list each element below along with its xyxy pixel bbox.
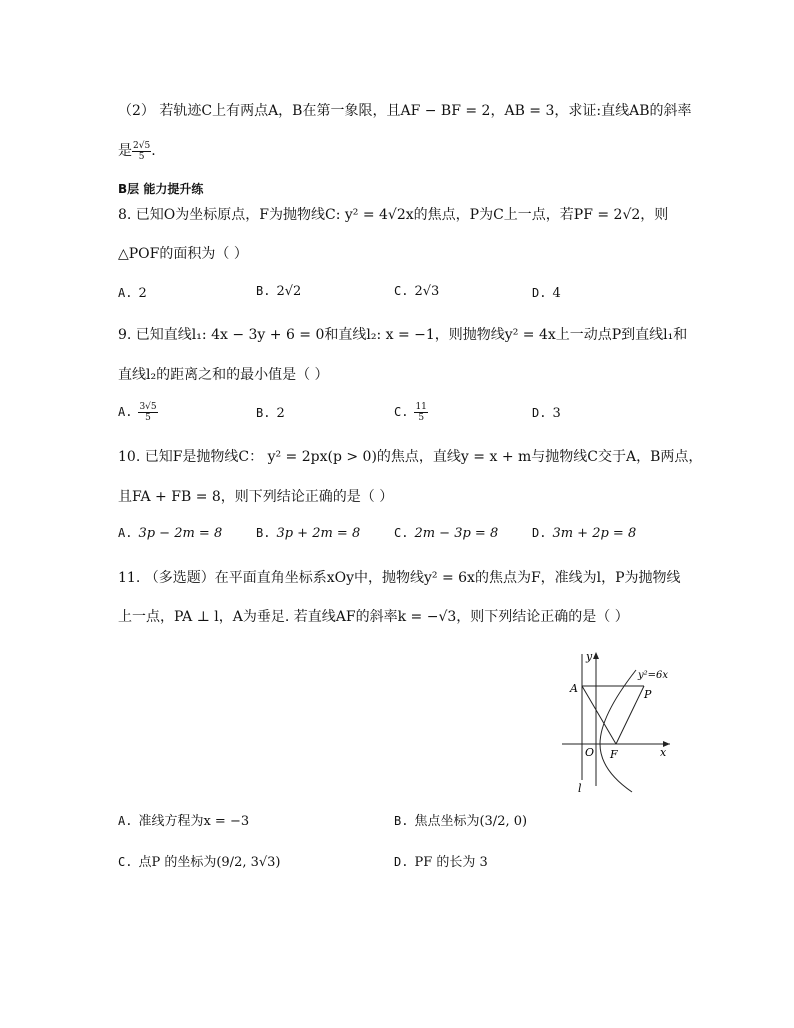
q9-option-d-letter: D. [532,406,547,420]
q8-option-c [394,284,439,299]
q9-option-c-fraction [414,402,427,423]
q9-option-b-letter: B. [256,406,271,420]
q11-option-d-letter: D. [394,855,409,869]
y-axis-arrow [593,652,599,659]
part2-line2-prefix: 是 [118,143,132,159]
q8-option-a-text: 2 [138,286,147,301]
slope-fraction [132,141,151,162]
q10-option-b [256,526,360,541]
q9-option-a-letter: A. [118,405,133,419]
parabola-curve [600,670,636,792]
q9-option-b-text: 2 [276,406,285,421]
q8-option-c-letter: C. [394,284,409,298]
q11-option-c-prefix: 点P 的坐标为 [138,855,217,870]
q8-option-c-text: 2√3 [414,284,440,299]
q11-option-b [394,810,527,829]
q9-option-a-fraction [138,402,157,423]
directrix-label: l [578,782,582,794]
q10-line2: 且FA + FB = 8，则下列结论正确的是（ ） [118,489,394,505]
segment-af [582,686,616,744]
q8-option-b [256,284,301,299]
q11-line1: 11. （多选题）在平面直角坐标系xOy中，抛物线y² = 6x的焦点为F，准线为l，P为抛物线 [118,570,681,586]
segment-pf [616,686,644,744]
q11-option-a [118,810,249,829]
parabola-figure [558,646,686,794]
q10-option-c-text: 2m − 3p = 8 [414,526,499,541]
q10-option-b-letter: B. [256,526,271,540]
q11-option-b-letter: B. [394,814,409,828]
q11-option-a-text: 准线方程为x = −3 [138,814,250,829]
q10-option-a [118,526,222,541]
q10-option-d-text: 3m + 2p = 8 [552,526,637,541]
q8-option-b-text: 2√2 [276,284,302,299]
q11-option-a-letter: A. [118,814,133,828]
q10-option-d-letter: D. [532,526,547,540]
q8-option-b-letter: B. [256,284,271,298]
q9-line1: 9. 已知直线l₁: 4x − 3y + 6 = 0和直线l₂: x = −1，则抛物线y² = 4x上一动点P到直线l₁和 [118,327,688,343]
q11-option-b-value: (3/2, 0) [479,814,528,829]
q8-option-d-letter: D. [532,286,547,300]
q8-line2: △POF的面积为（ ） [118,246,248,262]
q11-option-d-text: PF 的长为 3 [414,855,488,870]
q10-option-d [532,526,636,541]
y-axis-label: y [586,650,593,663]
point-a-label: A [570,682,578,695]
curve-label: y²=6x [638,670,669,681]
slope-numerator: 2√5 [133,140,151,151]
x-axis-label: x [660,746,667,759]
q9-option-b [256,406,285,421]
q8-option-a [118,286,147,301]
q10-option-c [394,526,498,541]
q11-option-c-value: (9/2, 3√3) [216,855,281,870]
point-p-label: P [644,688,652,701]
q9-option-c-denominator: 5 [418,413,425,423]
q8-option-d-text: 4 [552,286,561,301]
q11-option-d [394,851,488,870]
q8-line1: 8. 已知O为坐标原点，F为抛物线C: y² = 4√2x的焦点，P为C上一点，若PF = 2√2，则 [118,207,669,223]
q10-option-a-text: 3p − 2m = 8 [138,526,223,541]
q9-option-c-numerator: 11 [415,402,427,412]
q9-option-a-numerator: 3√5 [139,402,157,412]
q8-option-a-letter: A. [118,286,133,300]
q9-option-d [532,406,561,421]
q9-option-c-letter: C. [394,405,409,419]
q9-option-d-text: 3 [552,406,561,421]
q11-option-c-letter: C. [118,855,133,869]
q11-option-c [118,851,281,870]
q10-option-b-text: 3p + 2m = 8 [276,526,361,541]
q11-option-b-prefix: 焦点坐标为 [414,814,480,829]
part2-line1: （2） 若轨迹C上有两点A，B在第一象限，且AF − BF = 2，AB = 3，求证:直线AB的斜率 [118,103,692,119]
slope-denominator: 5 [138,151,145,162]
q9-line2: 直线l₂的距离之和的最小值是（ ） [118,367,329,383]
point-f-label: F [610,748,618,761]
q9-option-a [118,402,158,423]
section-b-title: B层 能力提升练 [118,182,204,196]
q10-option-c-letter: C. [394,526,409,540]
q9-option-a-denominator: 5 [145,413,151,423]
part2-line2 [118,140,156,162]
q11-line2: 上一点，PA ⊥ l，A为垂足. 若直线AF的斜率k = −√3，则下列结论正确的是（ ） [118,609,629,625]
q10-line1: 10. 已知F是抛物线C： y² = 2px(p > 0)的焦点，直线y = x + m与抛物线C交于A，B两点， [118,449,703,465]
q8-option-d [532,286,561,301]
q9-option-c [394,402,428,423]
q10-option-a-letter: A. [118,526,133,540]
part2-line2-suffix: . [151,143,156,159]
origin-label: O [585,746,595,759]
